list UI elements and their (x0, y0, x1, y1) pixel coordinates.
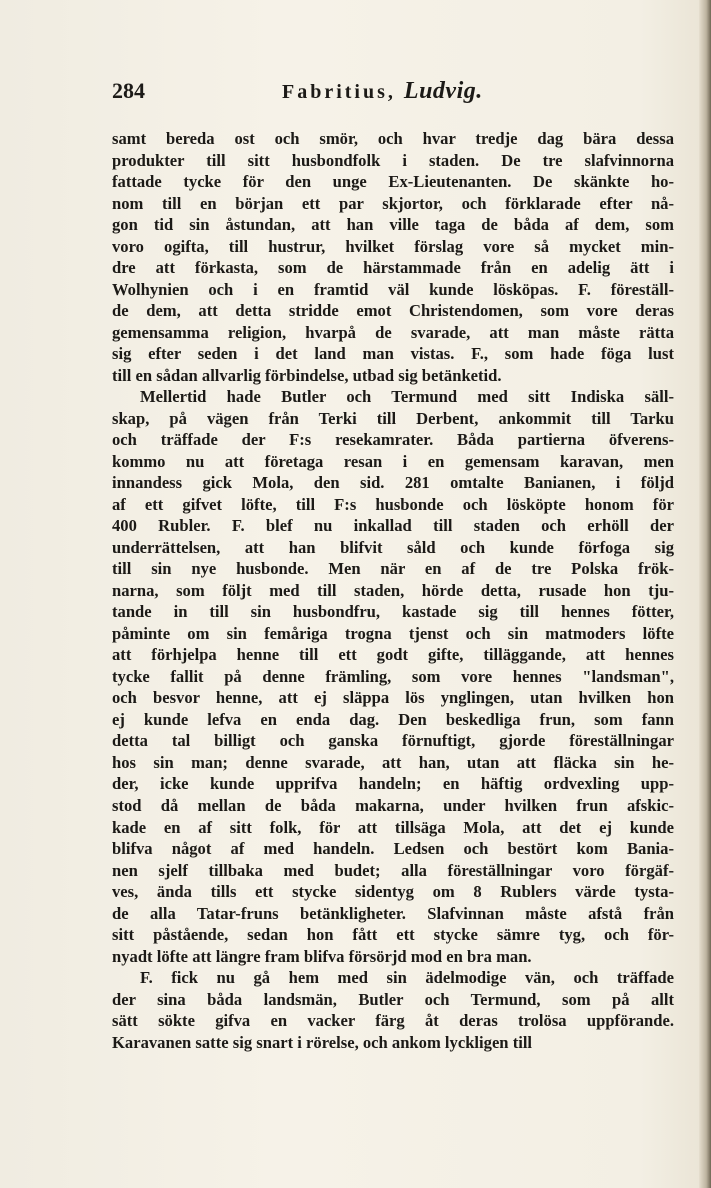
text-line: påminte om sin femåriga trogna tjenst och sin matmoders löfte (112, 623, 674, 643)
text-line: att förhjelpa henne till ett godt gifte, tilläggande, att hennes (112, 645, 674, 665)
running-head-given-name: Ludvig. (403, 78, 483, 104)
text-line: de alla Tatar-fruns betänkligheter. Slafvinnan måste afstå från (112, 903, 674, 923)
body-text (112, 128, 674, 1053)
text-line: blifva något af med handeln. Ledsen och bestört kom Bania- (112, 839, 674, 859)
text-line: Mellertid hade Butler och Termund med sitt Indiska säll- (140, 387, 674, 407)
text-line: der sina båda landsmän, Butler och Termund, som på allt (112, 989, 674, 1009)
running-head-title (282, 78, 483, 105)
text-line: gemensamma religion, hvarpå de svarade, att man måste rätta (112, 322, 674, 342)
text-line: hos sin man; denne svarade, att han, utan att fläcka sin he- (112, 752, 674, 772)
text-line: de dem, att detta stridde emot Christendomen, som vore deras (112, 301, 674, 321)
text-line: och besvor henne, att ej släppa lös ynglingen, utan hvilken hon (112, 688, 674, 708)
running-header (112, 78, 672, 108)
page-edge-shadow (699, 0, 711, 1188)
text-line: F. fick nu gå hem med sin ädelmodige vän, och träffade (140, 968, 674, 988)
text-line: nom till en början ett par skjortor, och förklarade efter nå- (112, 193, 674, 213)
text-line: kommo nu att företaga resan i en gemensam karavan, men (112, 451, 674, 471)
text-line: till en sådan allvarlig förbindelse, utbad sig betänketid. (112, 365, 502, 385)
text-line: ej kunde lefva en enda dag. Den beskedliga frun, som fann (112, 709, 674, 729)
text-line: stod då mellan de båda makarna, under hvilken frun afskic- (112, 795, 674, 815)
text-line: sig efter seden i det land man vistas. F., som hade föga lust (112, 344, 674, 364)
running-head-surname: Fabritius, (282, 81, 396, 103)
text-line: der, icke kunde upprifva handeln; en häftig ordvexling upp- (112, 774, 674, 794)
text-line: nen sjelf tillbaka med budet; alla föreställningar voro förgäf- (112, 860, 674, 880)
page-number: 284 (112, 78, 145, 103)
text-line: tande in till sin husbondfru, kastade sig till hennes fötter, (112, 602, 674, 622)
text-line: innandess gick Mola, den sid. 281 omtalte Banianen, i följd (112, 473, 674, 493)
text-line: narna, som följt med till staden, hörde detta, rusade hon tju- (112, 580, 674, 600)
text-line: kade en af sitt folk, för att tillsäga Mola, att det ej kunde (112, 817, 674, 837)
text-line: produkter till sitt husbondfolk i staden. De tre slafvinnorna (112, 150, 674, 170)
text-line: sätt sökte gifva en vacker färg åt deras trolösa uppförande. (112, 1011, 674, 1031)
text-line: samt bereda ost och smör, och hvar tredje dag bära dessa (112, 129, 674, 148)
text-line: och träffade der F:s resekamrater. Båda partierna öfverens- (112, 430, 674, 450)
text-line: till sin nye husbonde. Men när en af de tre Polska frök- (112, 559, 674, 579)
text-line: voro ogifta, till hustrur, hvilket förslag vore så mycket min- (112, 236, 674, 256)
text-line: ves, ända tills ett stycke sidentyg om 8 Rublers värde tysta- (112, 882, 674, 902)
text-line: gon tid sin åstundan, att han ville taga de båda af dem, som (112, 215, 674, 235)
text-line: af ett gifvet löfte, till F:s husbonde och lösköpte honom för (112, 494, 674, 514)
text-line: skap, på vägen från Terki till Derbent, ankommit till Tarku (112, 408, 674, 428)
text-line: sitt påstående, sedan hon fått ett stycke sämre tyg, och för- (112, 925, 674, 945)
text-line: 400 Rubler. F. blef nu inkallad till staden och erhöll der (112, 516, 674, 536)
text-line: tycke fallit på denne främling, som vore hennes "landsman", (112, 666, 674, 686)
text-line: Karavanen satte sig snart i rörelse, och ankom lyckligen till (112, 1032, 533, 1052)
text-line: detta tal billigt och ganska förnuftigt, gjorde föreställningar (112, 731, 674, 751)
text-line: dre att förkasta, som de härstammade från en adelig ätt i (112, 258, 674, 278)
text-line: Wolhynien och i en framtid väl kunde lösköpas. F. föreställ- (112, 279, 674, 299)
text-line: nyadt löfte att längre fram blifva försörjd mod en bra man. (112, 946, 532, 966)
text-line: underrättelsen, att han blifvit såld och kunde förfoga sig (112, 537, 674, 557)
text-line: fattade tycke för den unge Ex-Lieutenanten. De skänkte ho- (112, 172, 674, 192)
